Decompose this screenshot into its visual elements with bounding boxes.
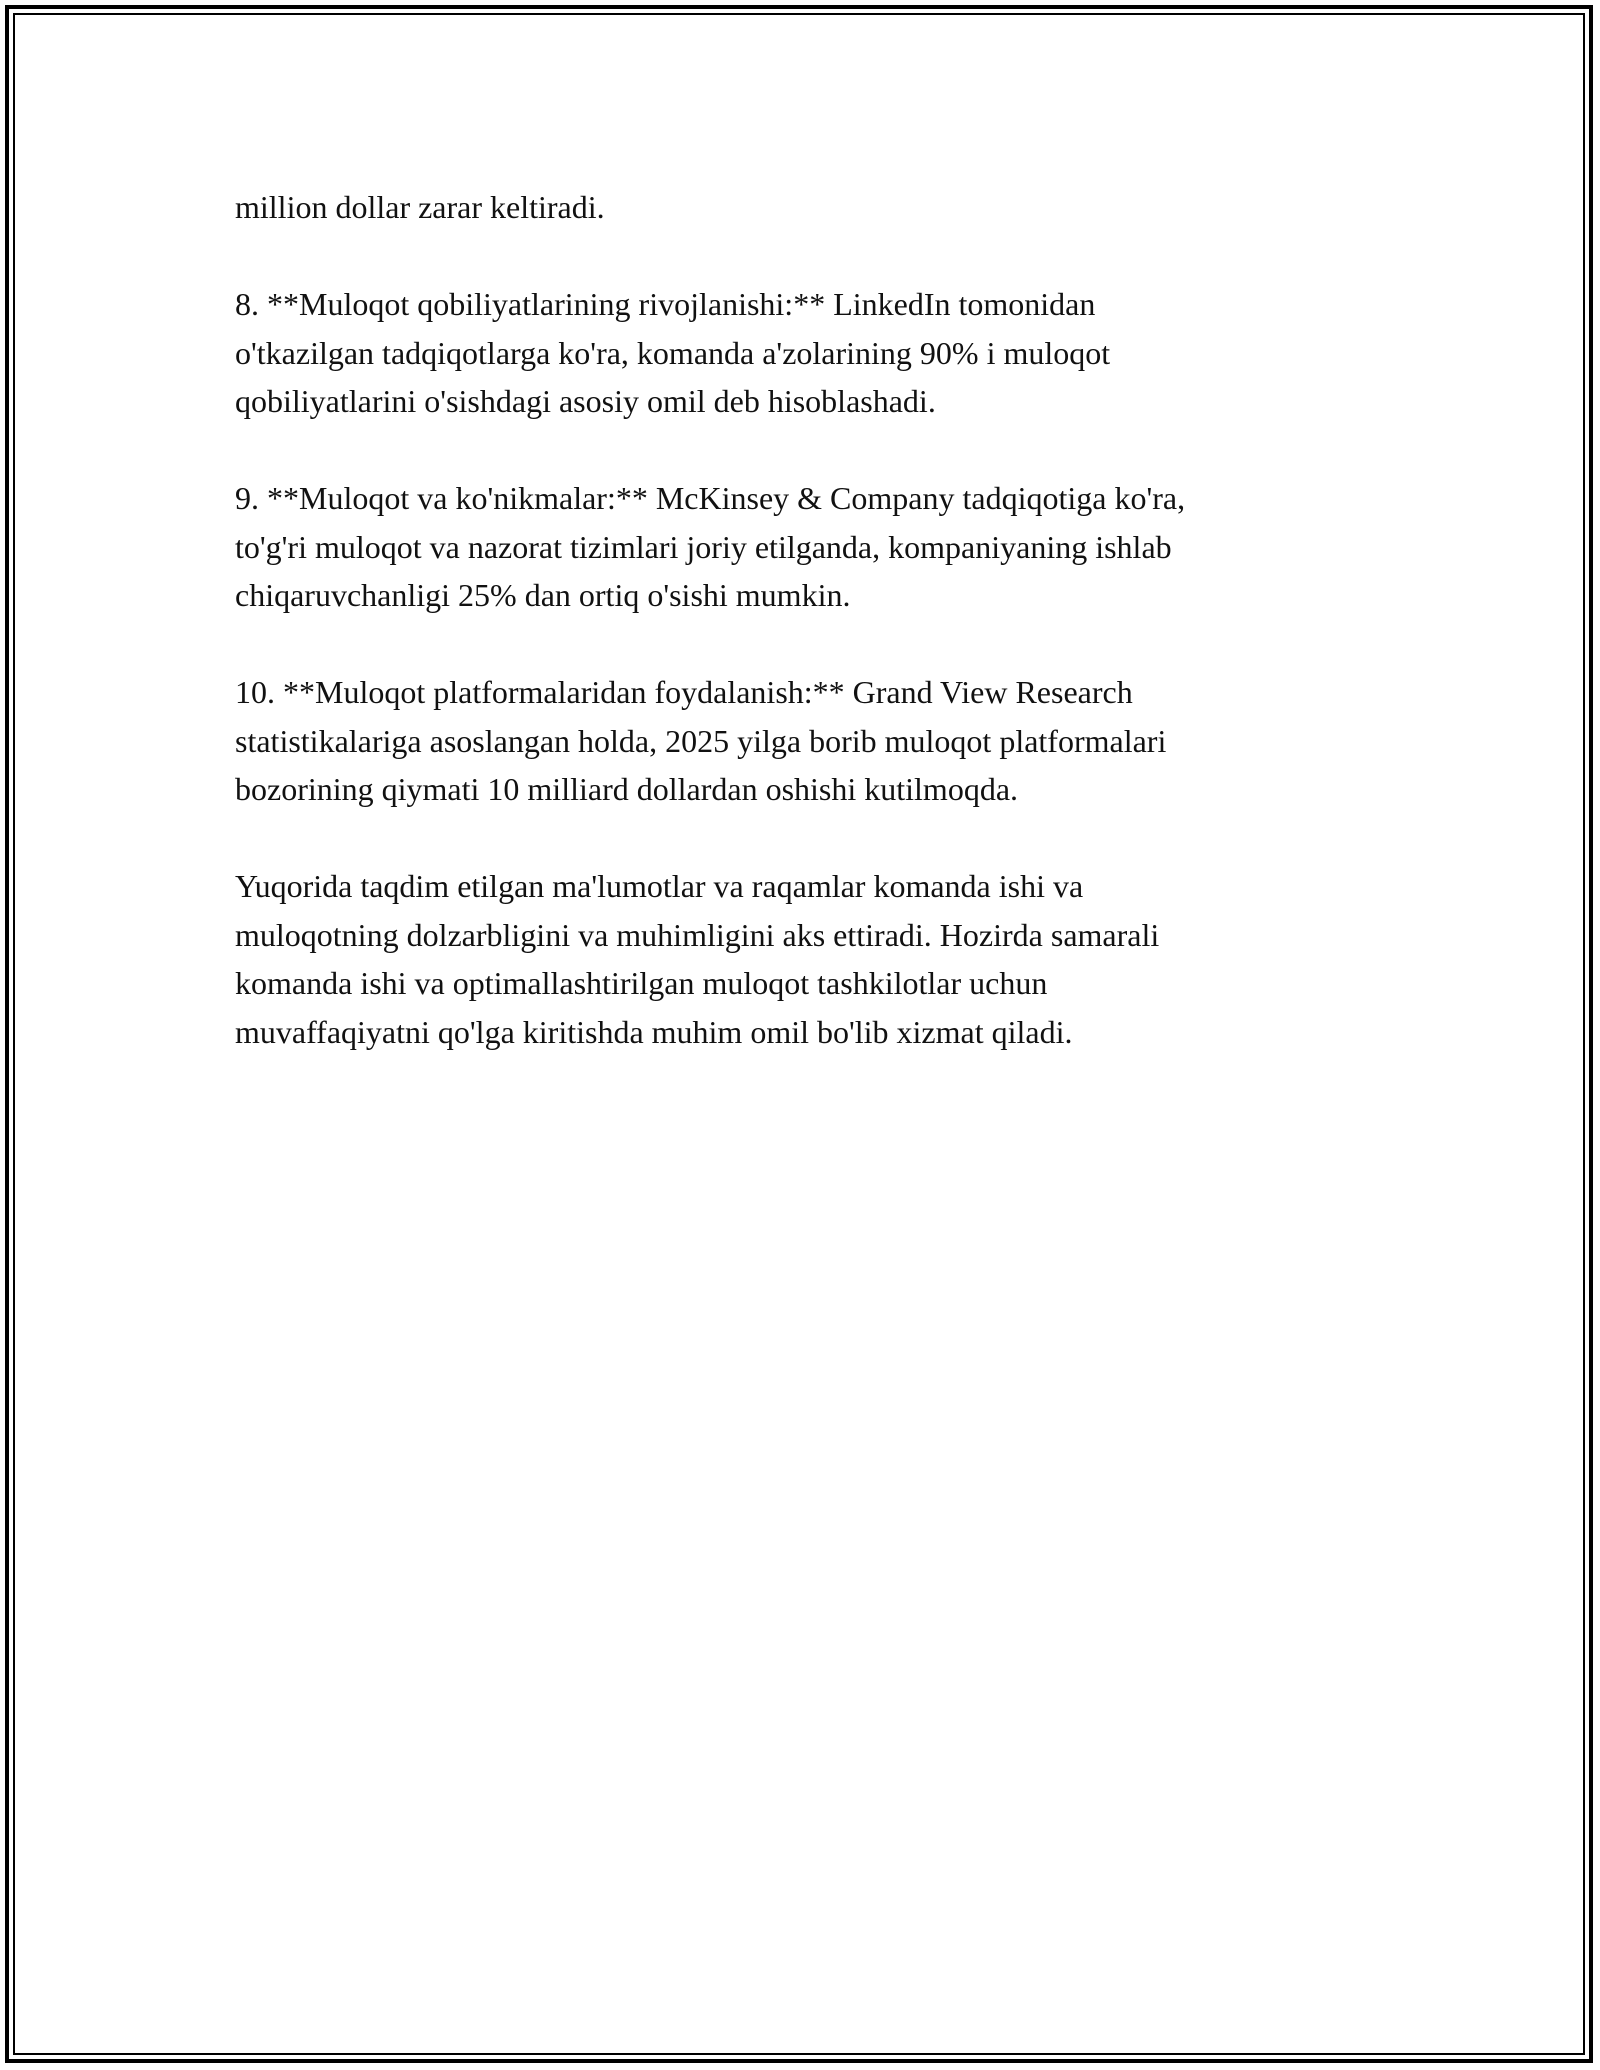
- paragraph-item-9: 9. **Muloqot va ko'nikmalar:** McKinsey & Company tadqiqotiga ko'ra, to'g'ri muloqot va nazorat tizimlari joriy etilganda, kompaniyaning ishlab chiqaruvchanligi 25% dan ortiq o'sishi mumkin.: [235, 480, 1186, 613]
- paragraph-item-8: 8. **Muloqot qobiliyatlarining rivojlanishi:** LinkedIn tomonidan o'tkazilgan tadqiqotlarga ko'ra, komanda a'zolarining 90% i muloqot qobiliyatlarini o'sishdagi asosiy omil deb hisoblashadi.: [235, 286, 1111, 419]
- paragraph-conclusion: Yuqorida taqdim etilgan ma'lumotlar va raqamlar komanda ishi va muloqotning dolzarbligini va muhimligini aks ettiradi. Hozirda samarali komanda ishi va optimallashtirilgan muloqot tashkilotlar uchun muvaffaqiyatni qo'lga kiritishda muhim omil bo'lib xizmat qiladi.: [235, 868, 1160, 1050]
- paragraph-item-10: 10. **Muloqot platformalaridan foydalanish:** Grand View Research statistikalariga asoslangan holda, 2025 yilga borib muloqot platformalari bozorining qiymati 10 milliard dollardan oshishi kutilmoqda.: [235, 674, 1167, 807]
- paragraph-continuation: million dollar zarar keltiradi.: [235, 189, 605, 225]
- document-body: [235, 183, 1395, 1105]
